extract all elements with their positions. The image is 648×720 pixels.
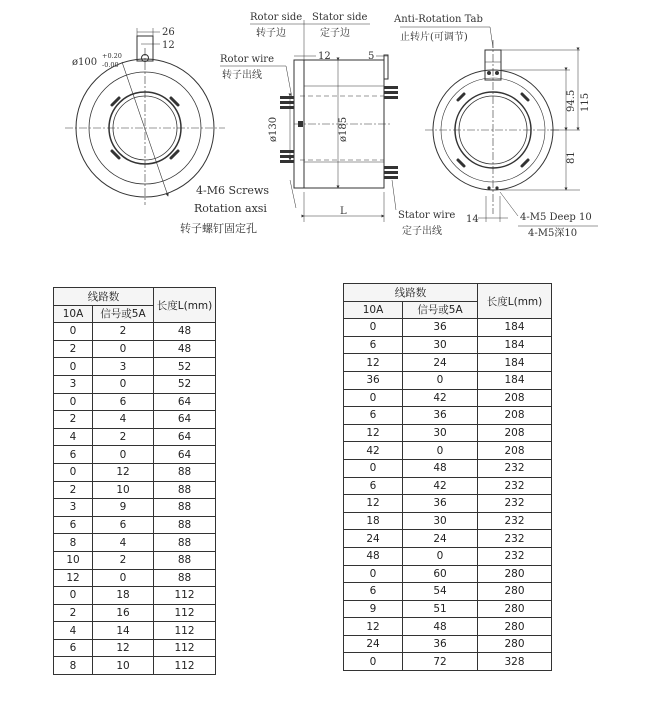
- table-cell: 64: [154, 411, 216, 429]
- table-row: [54, 393, 216, 411]
- table-row: [54, 499, 216, 517]
- header-10a: 10A: [54, 305, 93, 323]
- rotor-wire-bundle: [280, 96, 294, 163]
- table-row: [54, 463, 216, 481]
- table-cell: 232: [478, 477, 552, 495]
- table-cell: 0: [54, 323, 93, 341]
- table-cell: 12: [344, 495, 403, 513]
- label-m5-deep: 4-M5 Deep 10: [520, 212, 592, 223]
- table-cell: 0: [93, 375, 154, 393]
- table-cell: 36: [403, 407, 478, 425]
- table-cell: 2: [54, 481, 93, 499]
- table-cell: 0: [54, 463, 93, 481]
- table-cell: 0: [344, 389, 403, 407]
- table-cell: 14: [93, 622, 154, 640]
- table-cell: 88: [154, 551, 216, 569]
- table-cell: 208: [478, 442, 552, 460]
- label-stator-wire: Stator wire: [398, 210, 456, 221]
- table-cell: 112: [154, 622, 216, 640]
- table-row: [344, 530, 552, 548]
- dim-26: 26: [162, 27, 175, 38]
- table-cell: 52: [154, 358, 216, 376]
- table-cell: 36: [403, 319, 478, 337]
- table-cell: 24: [403, 530, 478, 548]
- label-m5-deep-cn: 4-M5深10: [528, 228, 578, 239]
- table-row: [54, 604, 216, 622]
- table-cell: 88: [154, 499, 216, 517]
- table-cell: 36: [403, 495, 478, 513]
- table-cell: 0: [344, 653, 403, 671]
- table-body-left: [54, 323, 216, 675]
- table-cell: 30: [403, 336, 478, 354]
- table-cell: 18: [344, 512, 403, 530]
- table-cell: 48: [344, 547, 403, 565]
- table-cell: 2: [93, 428, 154, 446]
- table-row: [344, 319, 552, 337]
- table-cell: 64: [154, 446, 216, 464]
- table-row: [344, 442, 552, 460]
- header-circuit-count: 线路数: [344, 284, 478, 302]
- table-cell: 24: [344, 635, 403, 653]
- screw-hole: [298, 121, 303, 127]
- dim-bore-tol-minus: -0.00: [102, 61, 119, 69]
- table-row: [344, 547, 552, 565]
- label-anti-rotation-tab: Anti-Rotation Tab: [394, 14, 483, 25]
- header-10a: 10A: [344, 301, 403, 319]
- table-cell: 30: [403, 512, 478, 530]
- table-cell: 88: [154, 481, 216, 499]
- table-cell: 2: [93, 551, 154, 569]
- table-row: [54, 411, 216, 429]
- table-cell: 6: [54, 516, 93, 534]
- table-cell: 42: [403, 477, 478, 495]
- label-rotor-wire: Rotor wire: [220, 54, 275, 65]
- table-cell: 64: [154, 393, 216, 411]
- table-cell: 0: [54, 358, 93, 376]
- dim-12-top: 12: [162, 40, 175, 51]
- table-cell: 2: [93, 323, 154, 341]
- table-row: [54, 587, 216, 605]
- table-cell: 232: [478, 459, 552, 477]
- table-cell: 88: [154, 534, 216, 552]
- table-cell: 12: [93, 639, 154, 657]
- label-screws: 4-M6 Screws: [196, 184, 269, 197]
- label-rotation-axsi: Rotation axsi: [194, 202, 267, 215]
- table-cell: 208: [478, 407, 552, 425]
- table-cell: 42: [344, 442, 403, 460]
- dim-5: 5: [368, 51, 375, 62]
- table-cell: 280: [478, 583, 552, 601]
- table-cell: 0: [403, 371, 478, 389]
- table-cell: 3: [54, 375, 93, 393]
- table-body-right: [344, 319, 552, 671]
- table-cell: 112: [154, 657, 216, 675]
- dim-length: L: [340, 206, 347, 217]
- table-cell: 8: [54, 657, 93, 675]
- spec-table-right: [343, 283, 552, 671]
- header-signal-5a: 信号或5A: [93, 305, 154, 323]
- table-cell: 88: [154, 516, 216, 534]
- table-cell: 60: [403, 565, 478, 583]
- table-row: [344, 336, 552, 354]
- label-stator-side-cn: 定子边: [320, 28, 350, 39]
- table-cell: 10: [93, 657, 154, 675]
- table-cell: 10: [54, 551, 93, 569]
- table-cell: 208: [478, 389, 552, 407]
- table-row: [344, 354, 552, 372]
- table-cell: 208: [478, 424, 552, 442]
- table-row: [54, 657, 216, 675]
- table-cell: 36: [403, 635, 478, 653]
- table-cell: 232: [478, 547, 552, 565]
- table-cell: 18: [93, 587, 154, 605]
- table-row: [54, 323, 216, 341]
- table-cell: 24: [344, 530, 403, 548]
- table-row: [344, 653, 552, 671]
- table-cell: 0: [344, 565, 403, 583]
- table-cell: 0: [344, 319, 403, 337]
- table-cell: 4: [54, 622, 93, 640]
- table-cell: 88: [154, 569, 216, 587]
- label-anti-rotation-tab-cn: 止转片(可调节): [400, 32, 468, 43]
- table-cell: 2: [54, 340, 93, 358]
- table-cell: 280: [478, 565, 552, 583]
- table-row: [54, 516, 216, 534]
- label-stator-wire-cn: 定子出线: [402, 226, 442, 237]
- rear-view-stator-side: [400, 27, 598, 226]
- dim-115: 115: [580, 92, 591, 112]
- table-cell: 54: [403, 583, 478, 601]
- table-row: [54, 340, 216, 358]
- table-cell: 64: [154, 428, 216, 446]
- table-cell: 0: [403, 547, 478, 565]
- table-cell: 4: [54, 428, 93, 446]
- dim-81: 81: [566, 151, 577, 164]
- table-cell: 184: [478, 319, 552, 337]
- table-cell: 0: [344, 459, 403, 477]
- table-row: [54, 428, 216, 446]
- table-cell: 6: [344, 407, 403, 425]
- table-cell: 112: [154, 604, 216, 622]
- table-row: [344, 583, 552, 601]
- table-cell: 9: [344, 600, 403, 618]
- table-cell: 72: [403, 653, 478, 671]
- table-cell: 16: [93, 604, 154, 622]
- dim-94-5: 94.5: [566, 89, 577, 112]
- table-cell: 112: [154, 587, 216, 605]
- table-cell: 9: [93, 499, 154, 517]
- table-cell: 3: [93, 358, 154, 376]
- table-cell: 24: [403, 354, 478, 372]
- table-cell: 2: [54, 604, 93, 622]
- table-cell: 51: [403, 600, 478, 618]
- table-row: [54, 446, 216, 464]
- table-row: [344, 565, 552, 583]
- table-row: [54, 481, 216, 499]
- table-cell: 280: [478, 618, 552, 636]
- dim-130: ø130: [268, 116, 279, 142]
- table-cell: 6: [54, 639, 93, 657]
- header-length: 长度L(mm): [154, 288, 216, 323]
- table-row: [344, 389, 552, 407]
- table-cell: 232: [478, 530, 552, 548]
- label-screws-cn: 转子螺钉固定孔: [180, 222, 257, 235]
- table-cell: 0: [54, 393, 93, 411]
- table-cell: 280: [478, 635, 552, 653]
- table-cell: 12: [344, 618, 403, 636]
- label-rotor-wire-cn: 转子出线: [222, 70, 262, 81]
- table-cell: 0: [54, 587, 93, 605]
- table-row: [344, 495, 552, 513]
- table-row: [344, 618, 552, 636]
- label-rotor-side-cn: 转子边: [256, 28, 286, 39]
- dim-185: ø185: [338, 116, 349, 142]
- table-cell: 3: [54, 499, 93, 517]
- header-length: 长度L(mm): [478, 284, 552, 319]
- table-row: [54, 569, 216, 587]
- table-cell: 0: [93, 446, 154, 464]
- table-cell: 232: [478, 495, 552, 513]
- dim-bore-tol-plus: +0.20: [102, 52, 122, 60]
- table-cell: 36: [344, 371, 403, 389]
- table-cell: 88: [154, 463, 216, 481]
- table-cell: 0: [93, 340, 154, 358]
- table-row: [54, 551, 216, 569]
- table-cell: 12: [344, 424, 403, 442]
- table-cell: 48: [154, 340, 216, 358]
- header-signal-5a: 信号或5A: [403, 301, 478, 319]
- table-row: [54, 375, 216, 393]
- table-row: [344, 424, 552, 442]
- technical-drawing: [0, 0, 648, 270]
- table-row: [344, 459, 552, 477]
- table-cell: 8: [54, 534, 93, 552]
- label-stator-side: Stator side: [312, 12, 368, 23]
- table-cell: 6: [93, 516, 154, 534]
- spec-table-left: [53, 287, 216, 675]
- table-row: [344, 635, 552, 653]
- header-circuit-count: 线路数: [54, 288, 154, 306]
- table-cell: 0: [93, 569, 154, 587]
- table-cell: 6: [93, 393, 154, 411]
- table-cell: 232: [478, 512, 552, 530]
- table-cell: 52: [154, 375, 216, 393]
- table-cell: 6: [344, 336, 403, 354]
- dim-14: 14: [466, 214, 479, 225]
- dim-12-side: 12: [318, 51, 331, 62]
- table-cell: 6: [344, 477, 403, 495]
- dim-bore: ø100: [72, 57, 98, 68]
- table-cell: 48: [403, 618, 478, 636]
- front-view-rotor-side: [65, 28, 225, 205]
- table-cell: 112: [154, 639, 216, 657]
- table-row: [54, 622, 216, 640]
- table-cell: 10: [93, 481, 154, 499]
- label-rotor-side: Rotor side: [250, 12, 303, 23]
- table-cell: 12: [54, 569, 93, 587]
- stator-wire-bundle: [384, 86, 398, 179]
- table-cell: 328: [478, 653, 552, 671]
- table-cell: 12: [344, 354, 403, 372]
- table-row: [344, 477, 552, 495]
- table-cell: 2: [54, 411, 93, 429]
- table-row: [344, 512, 552, 530]
- table-cell: 30: [403, 424, 478, 442]
- table-cell: 184: [478, 371, 552, 389]
- table-row: [54, 358, 216, 376]
- table-cell: 48: [403, 459, 478, 477]
- table-row: [54, 639, 216, 657]
- table-cell: 42: [403, 389, 478, 407]
- table-cell: 48: [154, 323, 216, 341]
- table-cell: 184: [478, 354, 552, 372]
- table-cell: 12: [93, 463, 154, 481]
- table-cell: 0: [403, 442, 478, 460]
- table-row: [344, 407, 552, 425]
- table-cell: 6: [54, 446, 93, 464]
- table-cell: 4: [93, 411, 154, 429]
- table-row: [344, 371, 552, 389]
- table-cell: 184: [478, 336, 552, 354]
- table-row: [54, 534, 216, 552]
- table-cell: 4: [93, 534, 154, 552]
- table-cell: 6: [344, 583, 403, 601]
- table-row: [344, 600, 552, 618]
- table-cell: 280: [478, 600, 552, 618]
